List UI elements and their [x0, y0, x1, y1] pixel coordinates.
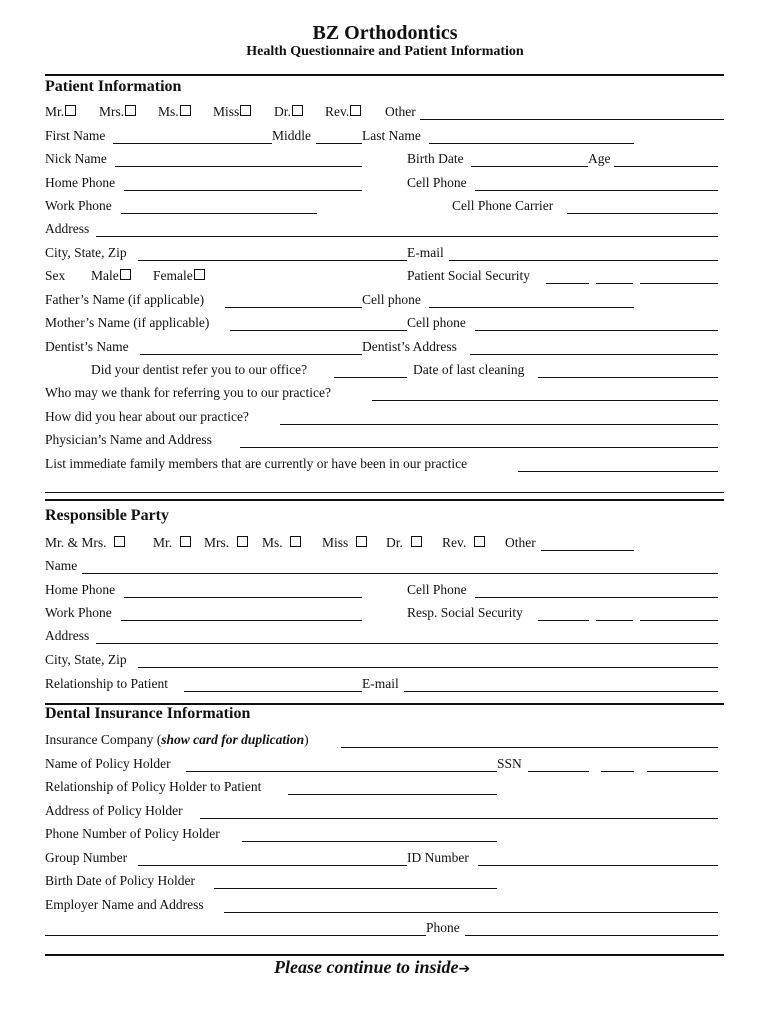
- last-name-field[interactable]: [429, 143, 634, 144]
- cell-carrier-label: Cell Phone Carrier: [452, 198, 554, 213]
- email-label: E-mail: [407, 245, 444, 260]
- sex-label: Sex: [45, 268, 66, 283]
- resp-work-phone-label: Work Phone: [45, 605, 112, 620]
- section-heading-patient: Patient Information: [45, 78, 182, 95]
- holder-birth-date-field[interactable]: [214, 888, 497, 889]
- referral-thanks-field[interactable]: [372, 400, 718, 401]
- patient-other-field[interactable]: [420, 119, 724, 120]
- birth-date-label: Birth Date: [407, 151, 464, 166]
- sex-male-option[interactable]: Male: [91, 268, 131, 284]
- checkbox[interactable]: [474, 536, 485, 547]
- patient-title-ms[interactable]: Ms.: [158, 104, 191, 120]
- resp-title-mrs[interactable]: Mrs.: [204, 535, 248, 551]
- holder-phone-label: Phone Number of Policy Holder: [45, 826, 220, 841]
- resp-name-field[interactable]: [82, 573, 718, 574]
- resp-name-label: Name: [45, 558, 78, 573]
- checkbox[interactable]: [125, 105, 136, 116]
- dentist-referral-field[interactable]: [334, 377, 407, 378]
- policy-ssn-part1[interactable]: [528, 771, 589, 772]
- dentist-referral-label: Did your dentist refer you to our office?: [91, 362, 308, 377]
- resp-email-label: E-mail: [362, 676, 399, 691]
- work-phone-label: Work Phone: [45, 198, 112, 213]
- resp-home-phone-field[interactable]: [124, 597, 362, 598]
- section-heading-responsible: Responsible Party: [45, 507, 169, 524]
- continue-note: Please continue to inside➔: [274, 957, 471, 977]
- resp-city-label: City, State, Zip: [45, 652, 127, 667]
- id-number-field[interactable]: [478, 865, 718, 866]
- resp-work-phone-field[interactable]: [121, 620, 362, 621]
- patient-title-miss[interactable]: Miss: [213, 104, 251, 120]
- dentist-address-label: Dentist’s Address: [362, 339, 457, 354]
- age-label: Age: [588, 151, 611, 166]
- checkbox[interactable]: [292, 105, 303, 116]
- hear-about-field[interactable]: [280, 424, 718, 425]
- checkbox[interactable]: [120, 269, 131, 280]
- employer-field-2[interactable]: [45, 935, 426, 936]
- patient-title-dr[interactable]: Dr.: [274, 104, 303, 120]
- resp-ssn-label: Resp. Social Security: [407, 605, 523, 620]
- cell-phone-field[interactable]: [475, 190, 718, 191]
- arrow-right-icon: ➔: [458, 961, 471, 977]
- employer-phone-field[interactable]: [465, 935, 718, 936]
- section-divider: [45, 499, 724, 501]
- dentist-address-field[interactable]: [470, 354, 718, 355]
- resp-cell-phone-field[interactable]: [475, 597, 718, 598]
- age-field[interactable]: [614, 166, 718, 167]
- resp-ssn-part2[interactable]: [596, 620, 633, 621]
- group-number-label: Group Number: [45, 850, 128, 865]
- resp-relationship-field[interactable]: [184, 691, 362, 692]
- city-state-zip-field[interactable]: [138, 260, 407, 261]
- nick-name-field[interactable]: [115, 166, 362, 167]
- first-name-label: First Name: [45, 128, 106, 143]
- last-cleaning-label: Date of last cleaning: [413, 362, 525, 377]
- holder-relationship-field[interactable]: [288, 794, 497, 795]
- ssn-field-part1[interactable]: [546, 283, 589, 284]
- resp-ssn-part3[interactable]: [640, 620, 718, 621]
- cell-phone-label: Cell Phone: [407, 175, 467, 190]
- city-state-zip-label: City, State, Zip: [45, 245, 127, 260]
- checkbox[interactable]: [290, 536, 301, 547]
- checkbox[interactable]: [411, 536, 422, 547]
- home-phone-field[interactable]: [124, 190, 362, 191]
- resp-other-label: Other: [505, 535, 536, 550]
- address-label: Address: [45, 221, 90, 236]
- work-phone-field[interactable]: [121, 213, 317, 214]
- policy-ssn-part3[interactable]: [647, 771, 718, 772]
- patient-other-label: Other: [385, 104, 416, 119]
- mother-name-field[interactable]: [230, 330, 407, 331]
- mother-cell-label: Cell phone: [407, 315, 466, 330]
- last-cleaning-field[interactable]: [538, 377, 718, 378]
- resp-title-ms[interactable]: Ms.: [262, 535, 301, 551]
- family-members-label: List immediate family members that are currently or have been in our practice: [45, 456, 468, 471]
- patient-title-mrs[interactable]: Mrs.: [99, 104, 136, 120]
- insurance-company-field[interactable]: [341, 747, 718, 748]
- father-name-field[interactable]: [225, 307, 362, 308]
- checkbox[interactable]: [180, 536, 191, 547]
- checkbox[interactable]: [237, 536, 248, 547]
- resp-title-mr[interactable]: Mr.: [153, 535, 191, 551]
- policy-ssn-label: SSN: [497, 756, 522, 771]
- section-heading-insurance: Dental Insurance Information: [45, 705, 251, 722]
- resp-email-field[interactable]: [404, 691, 718, 692]
- mother-cell-field[interactable]: [475, 330, 718, 331]
- patient-title-mr[interactable]: Mr.: [45, 104, 76, 120]
- father-cell-label: Cell phone: [362, 292, 421, 307]
- ssn-field-part2[interactable]: [596, 283, 633, 284]
- form-title: BZ Orthodontics: [312, 22, 458, 44]
- checkbox[interactable]: [114, 536, 125, 547]
- father-name-label: Father’s Name (if applicable): [45, 292, 205, 307]
- resp-city-field[interactable]: [138, 667, 718, 668]
- checkbox[interactable]: [180, 105, 191, 116]
- first-name-field[interactable]: [113, 143, 272, 144]
- physician-label: Physician’s Name and Address: [45, 432, 212, 447]
- holder-relationship-label: Relationship of Policy Holder to Patient: [45, 779, 262, 794]
- resp-title-miss[interactable]: Miss: [322, 535, 367, 551]
- checkbox[interactable]: [240, 105, 251, 116]
- holder-phone-field[interactable]: [242, 841, 497, 842]
- header-divider: [45, 74, 724, 76]
- last-name-label: Last Name: [362, 128, 421, 143]
- checkbox[interactable]: [194, 269, 205, 280]
- employer-label: Employer Name and Address: [45, 897, 204, 912]
- address-field[interactable]: [96, 236, 718, 237]
- ssn-field-part3[interactable]: [640, 283, 718, 284]
- middle-label: Middle: [272, 128, 311, 143]
- family-members-field-2[interactable]: [45, 492, 724, 493]
- policy-ssn-part2[interactable]: [601, 771, 634, 772]
- resp-address-label: Address: [45, 628, 90, 643]
- resp-relationship-label: Relationship to Patient: [45, 676, 168, 691]
- patient-title-rev[interactable]: Rev.: [325, 104, 361, 120]
- home-phone-label: Home Phone: [45, 175, 116, 190]
- resp-title-dr[interactable]: Dr.: [386, 535, 422, 551]
- resp-home-phone-label: Home Phone: [45, 582, 116, 597]
- insurance-company-label: Insurance Company (show card for duplication): [45, 732, 309, 747]
- id-number-label: ID Number: [407, 850, 469, 865]
- holder-birth-date-label: Birth Date of Policy Holder: [45, 873, 195, 888]
- checkbox[interactable]: [65, 105, 76, 116]
- holder-address-label: Address of Policy Holder: [45, 803, 183, 818]
- patient-ssn-label: Patient Social Security: [407, 268, 530, 283]
- cell-carrier-field[interactable]: [567, 213, 718, 214]
- sex-female-option[interactable]: Female: [153, 268, 205, 284]
- policy-holder-label: Name of Policy Holder: [45, 756, 171, 771]
- resp-address-field[interactable]: [96, 643, 718, 644]
- physician-field[interactable]: [240, 447, 718, 448]
- employer-phone-label: Phone: [426, 920, 460, 935]
- referral-thanks-label: Who may we thank for referring you to our practice?: [45, 385, 332, 400]
- policy-holder-field[interactable]: [186, 771, 497, 772]
- dentist-name-field[interactable]: [140, 354, 362, 355]
- employer-field[interactable]: [224, 912, 718, 913]
- group-number-field[interactable]: [138, 865, 407, 866]
- checkbox[interactable]: [356, 536, 367, 547]
- holder-address-field[interactable]: [200, 818, 718, 819]
- resp-ssn-part1[interactable]: [538, 620, 589, 621]
- email-field[interactable]: [449, 260, 718, 261]
- hear-about-label: How did you hear about our practice?: [45, 409, 249, 424]
- resp-other-field[interactable]: [541, 550, 634, 551]
- resp-title-mr-mrs[interactable]: Mr. & Mrs.: [45, 535, 125, 551]
- resp-cell-phone-label: Cell Phone: [407, 582, 467, 597]
- checkbox[interactable]: [350, 105, 361, 116]
- father-cell-field[interactable]: [429, 307, 634, 308]
- family-members-field[interactable]: [518, 471, 718, 472]
- section-divider: [45, 954, 724, 956]
- form-subtitle: Health Questionnaire and Patient Information: [246, 44, 524, 59]
- resp-title-rev[interactable]: Rev.: [442, 535, 485, 551]
- dentist-name-label: Dentist’s Name: [45, 339, 129, 354]
- birth-date-field[interactable]: [471, 166, 588, 167]
- middle-field[interactable]: [316, 143, 362, 144]
- mother-name-label: Mother’s Name (if applicable): [45, 315, 210, 330]
- nick-name-label: Nick Name: [45, 151, 107, 166]
